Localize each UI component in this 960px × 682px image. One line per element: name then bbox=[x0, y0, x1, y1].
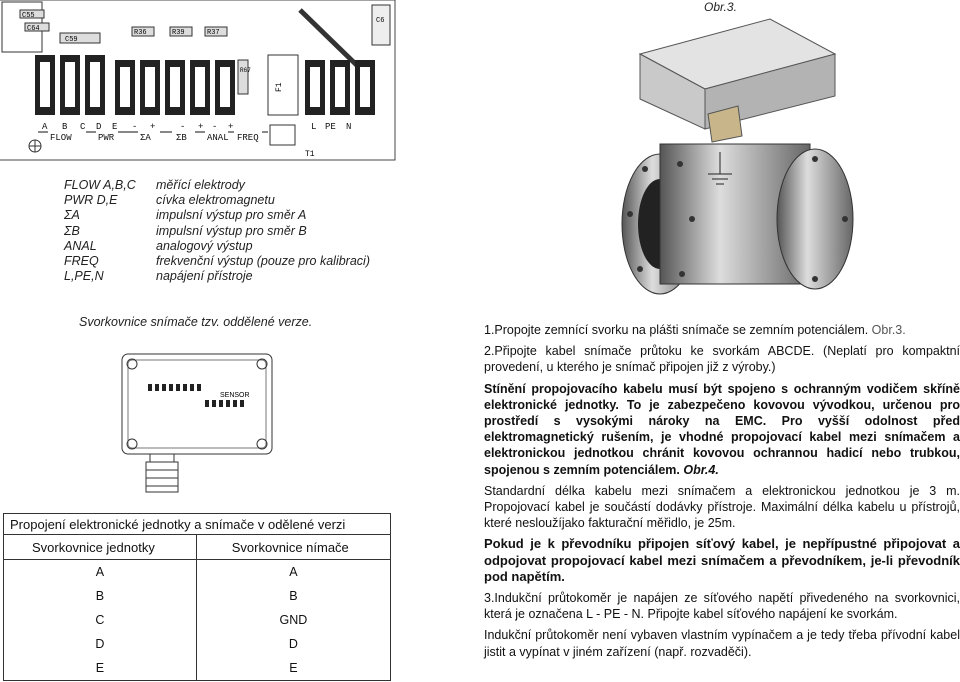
pcb-group-flow: FLOW bbox=[50, 133, 72, 143]
pcb-term-plus-1: + bbox=[150, 122, 156, 132]
pcb-label-t1: T1 bbox=[305, 150, 315, 159]
table-row bbox=[4, 608, 391, 632]
legend-row bbox=[64, 269, 394, 284]
pcb-term-n: N bbox=[346, 122, 352, 132]
instruction-1 bbox=[484, 322, 960, 338]
legend-row bbox=[64, 239, 394, 254]
pcb-term-minus-1: - bbox=[132, 122, 138, 132]
pcb-term-plus-3: + bbox=[228, 122, 234, 132]
legend-row bbox=[64, 224, 394, 239]
legend-row bbox=[64, 178, 394, 193]
disconnect-warning: Pokud je k převodníku připojen síťový kabel, je nepřípustné připojovat a odpojovat propojovací kabel mezi snímačem a převodníkem, je-li převodník pod napětím. bbox=[484, 536, 960, 584]
pcb-label-r37: R37 bbox=[207, 29, 220, 37]
legend-key: ΣB bbox=[64, 223, 80, 238]
pcb-label-r39: R39 bbox=[172, 29, 185, 37]
legend-row bbox=[64, 254, 394, 269]
pcb-label-c59: C59 bbox=[65, 36, 78, 44]
shielding-text: Stínění propojovacího kabelu musí být spojeno s ochranným vodičem skříně elektronické jednotky. To je zabezpečeno kovovou vývodkou, určenou pro prostředí s vysokými nároky na EMC. Pro vyšší odolnost před elektromagnetický rušením, je vhodné propojovací kabel mezi snímačem a elektronickou jednotkou chránit kovovou ochrannou hadicí nebo trubkou, spojenou s zemním potenciálem. bbox=[484, 381, 960, 477]
legend-value: měřící elektrody bbox=[156, 178, 245, 192]
pcb-label-c55: C55 bbox=[22, 12, 35, 20]
legend-key: L,PE,N bbox=[64, 269, 104, 284]
legend-key: FREQ bbox=[64, 254, 99, 269]
table-row bbox=[4, 584, 391, 608]
table-header-unit: Svorkovnice jednotky bbox=[4, 535, 197, 560]
pcb-term-e: E bbox=[112, 122, 118, 132]
table-row bbox=[4, 632, 391, 656]
legend-value: frekvenční výstup (pouze pro kalibraci) bbox=[156, 254, 370, 269]
pcb-term-d: D bbox=[96, 122, 102, 132]
pcb-term-a: A bbox=[42, 122, 48, 132]
legend-value: impulsní výstup pro směr B bbox=[156, 223, 307, 238]
flow-meter-illustration bbox=[600, 14, 930, 306]
instruction-1-text: 1.Propojte zemnící svorku na plášti snímače se zemním potenciálem. bbox=[484, 323, 872, 337]
legend-value: napájení přístroje bbox=[156, 269, 253, 284]
legend-key: PWR D,E bbox=[64, 193, 118, 208]
instruction-2: 2.Připojte kabel snímače průtoku ke svorkám ABCDE. (Neplatí pro kompaktní provedení, u kterého je snímač připojen již z výroby.) bbox=[484, 344, 960, 375]
table-header-sensor: Svorkovnice nímače bbox=[196, 535, 390, 560]
table-cell: E bbox=[196, 656, 390, 681]
legend-value: impulsní výstup pro směr A bbox=[156, 208, 307, 223]
shielding-warning bbox=[484, 381, 960, 478]
table-cell: C bbox=[4, 608, 197, 632]
pcb-group-freq: FREQ bbox=[237, 133, 259, 143]
instruction-3: 3.Indukční průtokoměr je napájen ze síťového napětí přivedeného na svorkovnici, která je označena L - PE - N. Připojte kabel síťového napájení ke svorkám. bbox=[484, 591, 960, 622]
figure-ref-obr4: Obr.4. bbox=[683, 462, 719, 477]
sensor-terminal-box-drawing bbox=[120, 352, 280, 507]
legend-row bbox=[64, 208, 394, 223]
pcb-group-pwr: PWR bbox=[98, 133, 115, 143]
pcb-term-minus-3: - bbox=[212, 122, 218, 132]
sensor-terminal-caption: Svorkovnice snímače tzv. oddělené verze. bbox=[79, 315, 313, 329]
figure-ref-obr3: Obr.3. bbox=[871, 323, 906, 337]
pcb-label-r67: R67 bbox=[240, 67, 251, 74]
pcb-term-pe: PE bbox=[325, 122, 336, 132]
table-row bbox=[4, 560, 391, 585]
pcb-term-minus-2: - bbox=[180, 122, 186, 132]
legend-value: analogový výstup bbox=[156, 238, 253, 253]
table-cell: A bbox=[196, 560, 390, 585]
table-cell: A bbox=[4, 560, 197, 585]
terminal-legend bbox=[64, 178, 394, 284]
connection-table bbox=[3, 513, 391, 681]
legend-key: ΣA bbox=[64, 208, 80, 223]
pcb-group-sigma-a: ΣA bbox=[140, 133, 151, 143]
cable-length-note: Standardní délka kabelu mezi snímačem a elektronickou jednotkou je 3 m. Propojovací kabel je součástí dodávky přístroje. Maximální délka kabelu u přístrojů, které nesloužíjako fakturační měřidlo, je 25m. bbox=[484, 483, 960, 531]
pcb-group-sigma-b: ΣB bbox=[176, 133, 187, 143]
installation-instructions bbox=[484, 322, 960, 660]
table-cell: GND bbox=[196, 608, 390, 632]
figure-caption-obr3: Obr.3. bbox=[704, 0, 737, 14]
legend-key: ANAL bbox=[64, 238, 97, 253]
pcb-term-c: C bbox=[80, 122, 86, 132]
pcb-terminal-diagram bbox=[0, 0, 405, 163]
pcb-label-f1: F1 bbox=[275, 82, 284, 92]
pcb-label-r36: R36 bbox=[134, 29, 147, 37]
pcb-term-b: B bbox=[62, 122, 68, 132]
table-title: Propojení elektronické jednotky a snímače v odělené verzi bbox=[4, 514, 391, 535]
legend-row bbox=[64, 193, 394, 208]
table-row bbox=[4, 656, 391, 681]
table-cell: B bbox=[4, 584, 197, 608]
table-cell: B bbox=[196, 584, 390, 608]
pcb-group-anal: ANAL bbox=[207, 133, 229, 143]
table-cell: E bbox=[4, 656, 197, 681]
legend-value: cívka elektromagnetu bbox=[156, 193, 275, 208]
pcb-label-c64: C64 bbox=[27, 25, 40, 33]
pcb-label-c6: C6 bbox=[376, 17, 385, 25]
box-label-sensor: SENSOR bbox=[220, 392, 250, 399]
table-cell: D bbox=[4, 632, 197, 656]
legend-key: FLOW A,B,C bbox=[64, 178, 136, 192]
pcb-term-plus-2: + bbox=[198, 122, 204, 132]
switch-note: Indukční průtokoměr není vybaven vlastním vypínačem a je tedy třeba přívodní kabel jistit a vypínat v jiném zařízení (např. rozvaděči). bbox=[484, 628, 960, 659]
pcb-term-l: L bbox=[311, 122, 317, 132]
table-cell: D bbox=[196, 632, 390, 656]
